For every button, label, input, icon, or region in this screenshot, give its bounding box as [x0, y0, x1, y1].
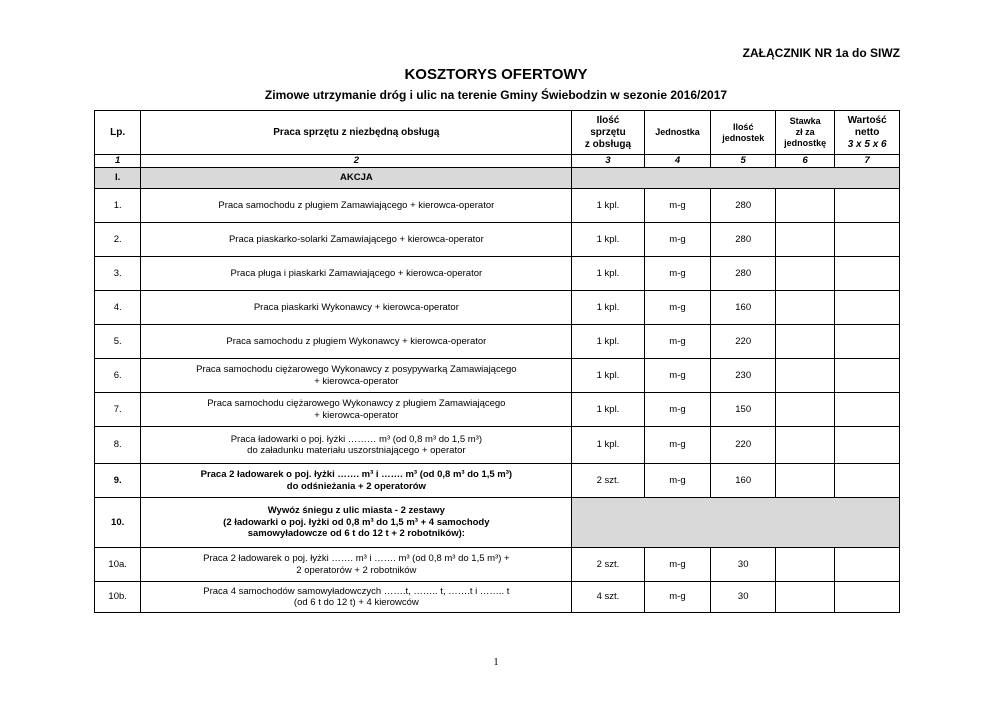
colnum: 4 [644, 155, 711, 168]
row-unit: m-g [644, 325, 711, 359]
row-rate-cell[interactable] [776, 393, 835, 427]
row-rate-cell[interactable] [776, 464, 835, 498]
table-row [95, 223, 900, 257]
row-unit: m-g [644, 582, 711, 613]
row-rate-cell[interactable] [776, 548, 835, 582]
row-value-cell[interactable] [835, 325, 900, 359]
row-qty: 1 kpl. [572, 427, 644, 464]
row-count: 160 [711, 464, 776, 498]
row-qty: 1 kpl. [572, 393, 644, 427]
table-row [95, 548, 900, 582]
section-row [95, 168, 900, 189]
colnum: 7 [835, 155, 900, 168]
row-work: Praca samochodu ciężarowego Wykonawcy z posypywarką Zamawiającego + kierowca-operator [141, 359, 572, 393]
row-qty: 2 szt. [572, 548, 644, 582]
row-lp: 9. [95, 464, 141, 498]
row-unit: m-g [644, 223, 711, 257]
section-label: AKCJA [141, 168, 572, 189]
row-value-cell[interactable] [835, 464, 900, 498]
header-rate: Stawka zł za jednostkę [776, 111, 835, 155]
row-unit: m-g [644, 359, 711, 393]
row-lp: 10. [95, 498, 141, 548]
cost-estimate-table [94, 110, 900, 613]
row-qty: 4 szt. [572, 582, 644, 613]
row-count: 230 [711, 359, 776, 393]
row-count: 280 [711, 223, 776, 257]
row-qty: 1 kpl. [572, 359, 644, 393]
row-lp: 3. [95, 257, 141, 291]
row-unit: m-g [644, 393, 711, 427]
row-unit: m-g [644, 291, 711, 325]
table-row [95, 189, 900, 223]
row-work: Praca 4 samochodów samowyładowczych …….t, …….. t, …….t i …….. t (od 6 t do 12 t) + 4 kierowców [141, 582, 572, 613]
row-lp: 4. [95, 291, 141, 325]
row-qty: 2 szt. [572, 464, 644, 498]
colnum: 6 [776, 155, 835, 168]
row-lp: 1. [95, 189, 141, 223]
row-value-cell[interactable] [835, 548, 900, 582]
row-unit: m-g [644, 427, 711, 464]
header-unit: Jednostka [644, 111, 711, 155]
table-row [95, 393, 900, 427]
row-value-cell[interactable] [835, 223, 900, 257]
header-value: Wartość netto 3 x 5 x 6 [835, 111, 900, 155]
row-count: 220 [711, 427, 776, 464]
header-row [95, 111, 900, 155]
section-empty [572, 168, 900, 189]
row-work: Praca 2 ładowarek o poj. łyżki ……. m³ i ……. m³ (od 0,8 m³ do 1,5 m³) do odśnieżania + 2 operatorów [141, 464, 572, 498]
row-count: 30 [711, 582, 776, 613]
row-rate-cell[interactable] [776, 291, 835, 325]
table-row [95, 325, 900, 359]
row-work: Wywóz śniegu z ulic miasta - 2 zestawy (2 ładowarki o poj. łyżki od 0,8 m³ do 1,5 m³ + 4 samochody samowyładowcze od 6 t do 12 t + 2 robotników): [141, 498, 572, 548]
colnum: 3 [572, 155, 644, 168]
row-lp: 6. [95, 359, 141, 393]
row-unit: m-g [644, 189, 711, 223]
row-value-cell[interactable] [835, 257, 900, 291]
table-row [95, 257, 900, 291]
row-rate-cell[interactable] [776, 325, 835, 359]
row-value-cell[interactable] [835, 427, 900, 464]
row-lp: 7. [95, 393, 141, 427]
row-work: Praca piaskarko-solarki Zamawiającego + kierowca-operator [141, 223, 572, 257]
row-unit: m-g [644, 257, 711, 291]
colnum: 1 [95, 155, 141, 168]
row-rate-cell[interactable] [776, 257, 835, 291]
section-lp: I. [95, 168, 141, 189]
row-value-cell[interactable] [835, 189, 900, 223]
row-value-cell[interactable] [835, 359, 900, 393]
row-lp: 5. [95, 325, 141, 359]
row-lp: 8. [95, 427, 141, 464]
column-number-row [95, 155, 900, 168]
row-qty: 1 kpl. [572, 223, 644, 257]
row-count: 160 [711, 291, 776, 325]
row-rate-cell[interactable] [776, 189, 835, 223]
row-empty-shaded [572, 498, 900, 548]
row-rate-cell[interactable] [776, 427, 835, 464]
row-qty: 1 kpl. [572, 291, 644, 325]
row-count: 280 [711, 257, 776, 291]
row-qty: 1 kpl. [572, 257, 644, 291]
row-unit: m-g [644, 548, 711, 582]
row-lp: 10a. [95, 548, 141, 582]
colnum: 2 [141, 155, 572, 168]
row-count: 220 [711, 325, 776, 359]
row-work: Praca samochodu z pługiem Zamawiającego + kierowca-operator [141, 189, 572, 223]
row-work: Praca piaskarki Wykonawcy + kierowca-operator [141, 291, 572, 325]
table-row [95, 359, 900, 393]
document-title: KOSZTORYS OFERTOWY [404, 66, 588, 83]
row-rate-cell[interactable] [776, 223, 835, 257]
row-count: 280 [711, 189, 776, 223]
row-rate-cell[interactable] [776, 582, 835, 613]
table-row [95, 427, 900, 464]
row-count: 150 [711, 393, 776, 427]
table-row [95, 291, 900, 325]
header-work: Praca sprzętu z niezbędną obsługą [141, 111, 572, 155]
document-subtitle: Zimowe utrzymanie dróg i ulic na terenie Gminy Świebodzin w sezonie 2016/2017 [264, 88, 728, 102]
page-number: 1 [493, 656, 499, 668]
row-work: Praca 2 ładowarek o poj. łyżki ……. m³ i ……. m³ (od 0,8 m³ do 1,5 m³) + 2 operatorów + 2 robotników [141, 548, 572, 582]
row-work: Praca ładowarki o poj. łyżki ……… m³ (od 0,8 m³ do 1,5 m³) do załadunku materiału uszorstniającego + operator [141, 427, 572, 464]
row-value-cell[interactable] [835, 582, 900, 613]
row-work: Praca samochodu ciężarowego Wykonawcy z pługiem Zamawiającego + kierowca-operator [141, 393, 572, 427]
row-value-cell[interactable] [835, 393, 900, 427]
row-work: Praca samochodu z pługiem Wykonawcy + kierowca-operator [141, 325, 572, 359]
row-lp: 2. [95, 223, 141, 257]
annex-label: ZAŁĄCZNIK NR 1a do SIWZ [742, 46, 900, 60]
table-row [95, 582, 900, 613]
row-value-cell[interactable] [835, 291, 900, 325]
row-work: Praca pługa i piaskarki Zamawiającego + kierowca-operator [141, 257, 572, 291]
row-unit: m-g [644, 464, 711, 498]
colnum: 5 [711, 155, 776, 168]
row-qty: 1 kpl. [572, 325, 644, 359]
row-count: 30 [711, 548, 776, 582]
header-unit-count: Ilość jednostek [711, 111, 776, 155]
table-row [95, 498, 900, 548]
row-lp: 10b. [95, 582, 141, 613]
table-row [95, 464, 900, 498]
row-rate-cell[interactable] [776, 359, 835, 393]
header-lp: Lp. [95, 111, 141, 155]
row-qty: 1 kpl. [572, 189, 644, 223]
header-quantity: Ilość sprzętu z obsługą [572, 111, 644, 155]
